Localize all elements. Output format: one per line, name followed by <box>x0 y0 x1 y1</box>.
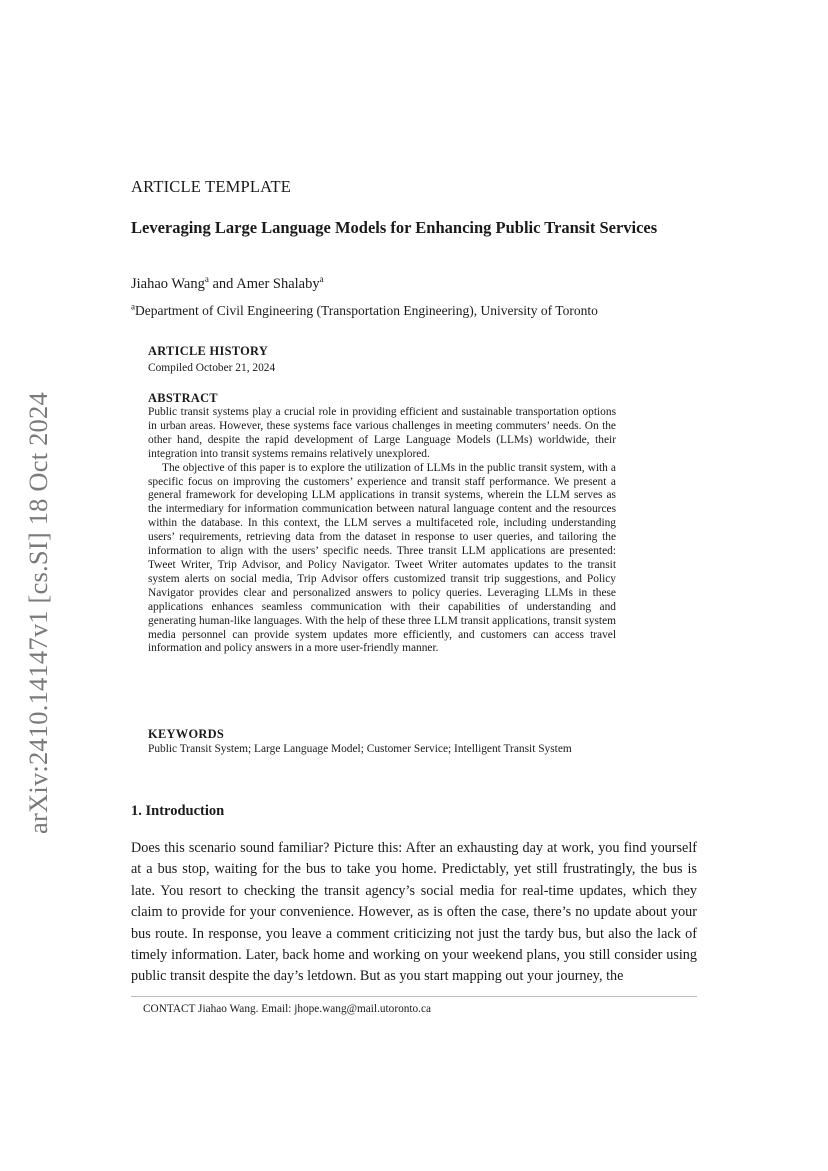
author-name: Amer Shalaby <box>236 276 320 292</box>
compiled-date: Compiled October 21, 2024 <box>148 362 276 374</box>
article-template-label: ARTICLE TEMPLATE <box>131 177 292 196</box>
abstract-heading: ABSTRACT <box>148 391 218 405</box>
author-name: Jiahao Wang <box>131 276 205 292</box>
affiliation-text: Department of Civil Engineering (Transportation Engineering), University of Toronto <box>135 303 598 318</box>
article-history <box>148 344 616 376</box>
history-heading: ARTICLE HISTORY <box>148 344 269 358</box>
introduction-body: Does this scenario sound familiar? Picture this: After an exhausting day at work, you find yourself at a bus stop, waiting for the bus to take you home. Predictably, yet still frustratingly, the bus is late. You resort to checking the transit agency’s social media for real-time updates, which they claim to provide for your convenience. However, as is often the case, there’s no update about your bus route. In response, you leave a comment criticizing not just the tardy bus, but also the lack of timely information. Later, back home and working on your weekend plans, you still consider using public transit despite the day’s letdown. But as you start mapping out your journey, the <box>131 840 697 985</box>
keywords-text: Public Transit System; Large Language Model; Customer Service; Intelligent Transit System <box>148 743 572 755</box>
affiliation-mark: a <box>204 274 209 285</box>
abstract <box>148 391 616 656</box>
abstract-paragraph: Public transit systems play a crucial role in providing efficient and sustainable transportation options in urban areas. However, these systems face various challenges in meeting commuters’ needs. On the other hand, despite the rapid development of Large Language Models (LLMs) worldwide, their integration into transit systems remains relatively unexplored. <box>148 406 616 460</box>
introduction-heading: 1. Introduction <box>131 803 225 819</box>
affiliation-mark: a <box>319 274 324 285</box>
keywords <box>148 727 616 757</box>
author-conjunction: and <box>208 276 237 292</box>
contact-footnote: CONTACT Jiahao Wang. Email: jhope.wang@mail.utoronto.ca <box>143 1003 432 1015</box>
author-line <box>131 276 324 293</box>
abstract-paragraph: The objective of this paper is to explore the utilization of LLMs in the public transit system, with a specific focus on improving the customers’ experience and transit staff performance. We present a general framework for developing LLM applications in transit systems, wherein the LLM serves as the intermediary for information communication between natural language content and the resources within the database. In this context, the LLM serves a multifaceted role, including understanding users’ requirements, retrieving data from the dataset in response to user queries, and tailoring the information to align with the users’ specific needs. Three transit LLM applications are presented: Tweet Writer, Trip Advisor, and Policy Navigator. Tweet Writer automates updates to the transit system alerts on social media, Trip Advisor offers customized transit trip suggestions, and Policy Navigator provides clear and personalized answers to policy queries. Leveraging LLMs in these applications enhances seamless communication with their capabilities of understanding and generating human-like languages. With the help of these three LLM transit applications, transit system media personnel can provide system updates more efficiently, and customers can access travel information and policy answers in a more user-friendly manner. <box>148 461 616 655</box>
arxiv-side-stamp: arXiv:2410.14147v1 [cs.SI] 18 Oct 2024 <box>23 392 53 834</box>
paper-title: Leveraging Large Language Models for Enhancing Public Transit Services <box>131 218 658 237</box>
keywords-heading: KEYWORDS <box>148 727 225 741</box>
affiliation-line <box>131 303 598 319</box>
affiliation-mark: a <box>131 301 135 312</box>
footnote-divider <box>131 996 697 997</box>
